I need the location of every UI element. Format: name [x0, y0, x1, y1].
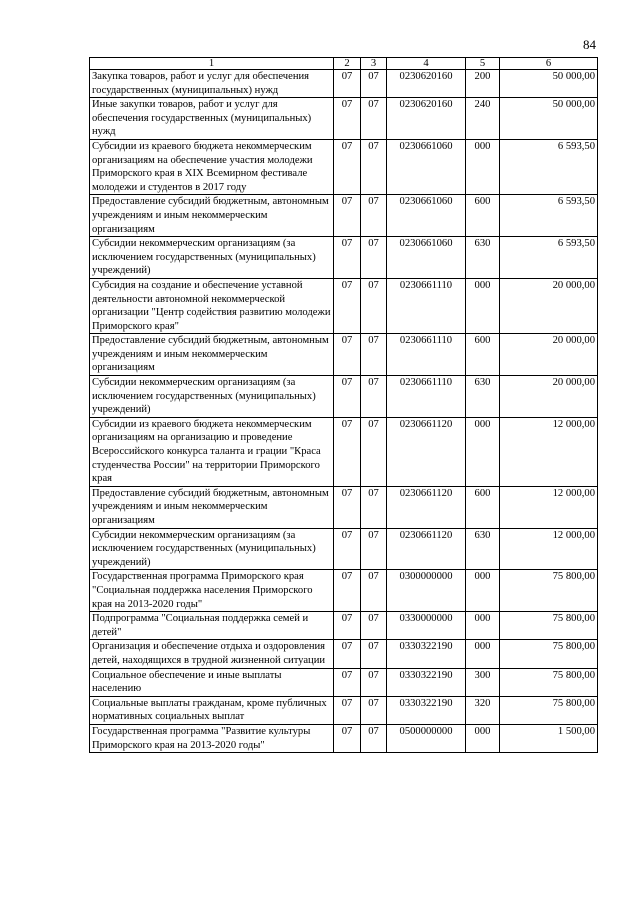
- row-subsection-cell: 07: [361, 237, 387, 279]
- column-header-4: 4: [387, 58, 466, 70]
- row-name-cell: Социальное обеспечение и иные выплаты населению: [90, 668, 334, 696]
- row-name-cell: Предоставление субсидий бюджетным, автономным учреждениям и иным некоммерческим организациям: [90, 486, 334, 528]
- row-section-cell: 07: [334, 696, 361, 724]
- row-expense-type-cell: 000: [466, 278, 500, 333]
- table-row: [90, 376, 598, 418]
- row-target-code-cell: 0230661060: [387, 195, 466, 237]
- row-amount-cell: 6 593,50: [500, 237, 598, 279]
- row-target-code-cell: 0330322190: [387, 640, 466, 668]
- row-name-cell: Социальные выплаты гражданам, кроме публичных нормативных социальных выплат: [90, 696, 334, 724]
- row-expense-type-cell: 000: [466, 570, 500, 612]
- row-section-cell: 07: [334, 640, 361, 668]
- row-amount-cell: 6 593,50: [500, 195, 598, 237]
- row-subsection-cell: 07: [361, 640, 387, 668]
- row-target-code-cell: 0230661110: [387, 376, 466, 418]
- row-name-cell: Государственная программа "Развитие культуры Приморского края на 2013-2020 годы": [90, 724, 334, 752]
- table-row: [90, 334, 598, 376]
- row-section-cell: 07: [334, 195, 361, 237]
- table-row: [90, 612, 598, 640]
- row-expense-type-cell: 000: [466, 724, 500, 752]
- row-target-code-cell: 0300000000: [387, 570, 466, 612]
- row-subsection-cell: 07: [361, 334, 387, 376]
- row-amount-cell: 75 800,00: [500, 668, 598, 696]
- row-target-code-cell: 0230661110: [387, 278, 466, 333]
- row-target-code-cell: 0230661120: [387, 528, 466, 570]
- row-target-code-cell: 0230661060: [387, 139, 466, 194]
- row-section-cell: 07: [334, 486, 361, 528]
- row-amount-cell: 1 500,00: [500, 724, 598, 752]
- table-row: [90, 528, 598, 570]
- row-section-cell: 07: [334, 278, 361, 333]
- row-expense-type-cell: 600: [466, 195, 500, 237]
- row-amount-cell: 50 000,00: [500, 98, 598, 140]
- row-expense-type-cell: 630: [466, 528, 500, 570]
- row-name-cell: Организация и обеспечение отдыха и оздоровления детей, находящихся в трудной жизненной ситуации: [90, 640, 334, 668]
- table-row: [90, 139, 598, 194]
- row-expense-type-cell: 000: [466, 139, 500, 194]
- row-name-cell: Закупка товаров, работ и услуг для обеспечения государственных (муниципальных) нужд: [90, 70, 334, 98]
- row-section-cell: 07: [334, 612, 361, 640]
- row-name-cell: Субсидии некоммерческим организациям (за исключением государственных (муниципальных) учреждений): [90, 376, 334, 418]
- row-expense-type-cell: 000: [466, 640, 500, 668]
- row-section-cell: 07: [334, 70, 361, 98]
- row-expense-type-cell: 300: [466, 668, 500, 696]
- table-header: [90, 58, 598, 70]
- row-subsection-cell: 07: [361, 139, 387, 194]
- table-row: [90, 640, 598, 668]
- row-expense-type-cell: 000: [466, 612, 500, 640]
- row-amount-cell: 50 000,00: [500, 70, 598, 98]
- row-target-code-cell: 0330322190: [387, 668, 466, 696]
- column-header-5: 5: [466, 58, 500, 70]
- row-target-code-cell: 0500000000: [387, 724, 466, 752]
- row-amount-cell: 12 000,00: [500, 417, 598, 486]
- row-expense-type-cell: 600: [466, 486, 500, 528]
- row-expense-type-cell: 200: [466, 70, 500, 98]
- row-subsection-cell: 07: [361, 696, 387, 724]
- row-target-code-cell: 0230620160: [387, 70, 466, 98]
- row-subsection-cell: 07: [361, 376, 387, 418]
- row-target-code-cell: 0330000000: [387, 612, 466, 640]
- row-section-cell: 07: [334, 570, 361, 612]
- header-row: [90, 58, 598, 70]
- row-name-cell: Субсидии из краевого бюджета некоммерческим организациям на обеспечение участия молодежи Приморского края в XIX Всемирном фестивале молодежи и студентов в 2017 году: [90, 139, 334, 194]
- page-number: 84: [583, 37, 596, 52]
- row-amount-cell: 20 000,00: [500, 376, 598, 418]
- row-subsection-cell: 07: [361, 98, 387, 140]
- row-amount-cell: 12 000,00: [500, 528, 598, 570]
- row-section-cell: 07: [334, 668, 361, 696]
- row-expense-type-cell: 630: [466, 376, 500, 418]
- row-target-code-cell: 0230661120: [387, 486, 466, 528]
- row-subsection-cell: 07: [361, 417, 387, 486]
- table-row: [90, 417, 598, 486]
- row-subsection-cell: 07: [361, 724, 387, 752]
- row-section-cell: 07: [334, 139, 361, 194]
- row-section-cell: 07: [334, 237, 361, 279]
- table-row: [90, 724, 598, 752]
- row-name-cell: Иные закупки товаров, работ и услуг для обеспечения государственных (муниципальных) нужд: [90, 98, 334, 140]
- table-row: [90, 278, 598, 333]
- row-target-code-cell: 0230661120: [387, 417, 466, 486]
- row-expense-type-cell: 000: [466, 417, 500, 486]
- row-amount-cell: 20 000,00: [500, 334, 598, 376]
- row-section-cell: 07: [334, 334, 361, 376]
- table-row: [90, 668, 598, 696]
- table-row: [90, 696, 598, 724]
- row-subsection-cell: 07: [361, 195, 387, 237]
- row-amount-cell: 20 000,00: [500, 278, 598, 333]
- row-amount-cell: 75 800,00: [500, 696, 598, 724]
- row-expense-type-cell: 630: [466, 237, 500, 279]
- row-amount-cell: 6 593,50: [500, 139, 598, 194]
- row-name-cell: Субсидии некоммерческим организациям (за исключением государственных (муниципальных) учреждений): [90, 237, 334, 279]
- column-header-6: 6: [500, 58, 598, 70]
- row-name-cell: Предоставление субсидий бюджетным, автономным учреждениям и иным некоммерческим организациям: [90, 334, 334, 376]
- table-row: [90, 70, 598, 98]
- table-row: [90, 237, 598, 279]
- column-header-3: 3: [361, 58, 387, 70]
- row-target-code-cell: 0230620160: [387, 98, 466, 140]
- row-subsection-cell: 07: [361, 612, 387, 640]
- row-subsection-cell: 07: [361, 486, 387, 528]
- row-section-cell: 07: [334, 417, 361, 486]
- row-target-code-cell: 0330322190: [387, 696, 466, 724]
- row-subsection-cell: 07: [361, 528, 387, 570]
- row-expense-type-cell: 600: [466, 334, 500, 376]
- row-name-cell: Субсидии некоммерческим организациям (за исключением государственных (муниципальных) учреждений): [90, 528, 334, 570]
- row-section-cell: 07: [334, 376, 361, 418]
- row-name-cell: Государственная программа Приморского края "Социальная поддержка населения Приморского края на 2013-2020 годы": [90, 570, 334, 612]
- row-subsection-cell: 07: [361, 668, 387, 696]
- row-amount-cell: 75 800,00: [500, 570, 598, 612]
- row-name-cell: Субсидия на создание и обеспечение уставной деятельности автономной некоммерческой организации "Центр содействия развитию молодежи Приморского края": [90, 278, 334, 333]
- budget-table: [89, 57, 598, 753]
- row-section-cell: 07: [334, 98, 361, 140]
- table-row: [90, 486, 598, 528]
- column-header-2: 2: [334, 58, 361, 70]
- row-target-code-cell: 0230661060: [387, 237, 466, 279]
- table-row: [90, 195, 598, 237]
- row-subsection-cell: 07: [361, 70, 387, 98]
- row-amount-cell: 12 000,00: [500, 486, 598, 528]
- row-section-cell: 07: [334, 528, 361, 570]
- row-subsection-cell: 07: [361, 278, 387, 333]
- table-row: [90, 98, 598, 140]
- row-expense-type-cell: 320: [466, 696, 500, 724]
- row-name-cell: Подпрограмма "Социальная поддержка семей и детей": [90, 612, 334, 640]
- row-name-cell: Субсидии из краевого бюджета некоммерческим организациям на организацию и проведение Всероссийского конкурса таланта и грации "Краса студенчества России" на территории Приморского края: [90, 417, 334, 486]
- table-body: [90, 70, 598, 753]
- row-target-code-cell: 0230661110: [387, 334, 466, 376]
- table-row: [90, 570, 598, 612]
- row-amount-cell: 75 800,00: [500, 640, 598, 668]
- row-expense-type-cell: 240: [466, 98, 500, 140]
- row-name-cell: Предоставление субсидий бюджетным, автономным учреждениям и иным некоммерческим организациям: [90, 195, 334, 237]
- row-section-cell: 07: [334, 724, 361, 752]
- row-amount-cell: 75 800,00: [500, 612, 598, 640]
- row-subsection-cell: 07: [361, 570, 387, 612]
- column-header-1: 1: [90, 58, 334, 70]
